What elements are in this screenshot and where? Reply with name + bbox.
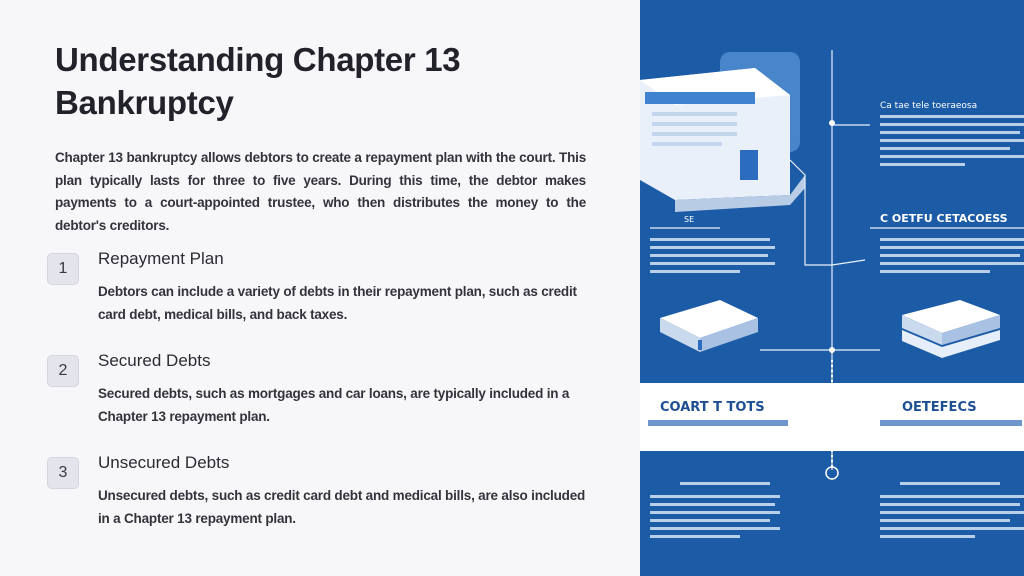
svg-text:SE: SE (684, 215, 695, 224)
intro-paragraph: Chapter 13 bankruptcy allows debtors to create a repayment plan with the court. This plan typically lasts for three to five years. During this time, the debtor makes payments to a court-appointed trustee, who then distributes the money to the debtor's creditors. (55, 150, 586, 233)
step-title: Unsecured Debts (98, 453, 230, 472)
step-number-badge: 2 (47, 355, 79, 387)
small-heading: Ca tae tele toeraeosa (880, 101, 978, 111)
label-band (640, 383, 1024, 451)
step-description: Debtors can include a variety of debts in their repayment plan, such as credit card debt, medical bills, and back taxes. (98, 284, 577, 322)
step-title: Secured Debts (98, 351, 211, 370)
band-label-right: OETEFECS (902, 400, 977, 415)
step-number-badge: 1 (47, 253, 79, 285)
step-description: Unsecured debts, such as credit card debt and medical bills, are also included in a Chapter 13 repayment plan. (98, 488, 586, 526)
band-label-left: COART T TOTS (660, 400, 765, 415)
step-title: Repayment Plan (98, 249, 224, 268)
page-title: Understanding Chapter 13 Bankruptcy (55, 41, 461, 121)
illustration-panel (640, 0, 1024, 576)
mid-heading: C OETFU CETACOESS (880, 212, 1008, 225)
bankruptcy-infographic-illustration (640, 0, 1024, 576)
step-description: Secured debts, such as mortgages and car loans, are typically included in a Chapter 13 repayment plan. (98, 386, 570, 424)
step-number-badge: 3 (47, 457, 79, 489)
